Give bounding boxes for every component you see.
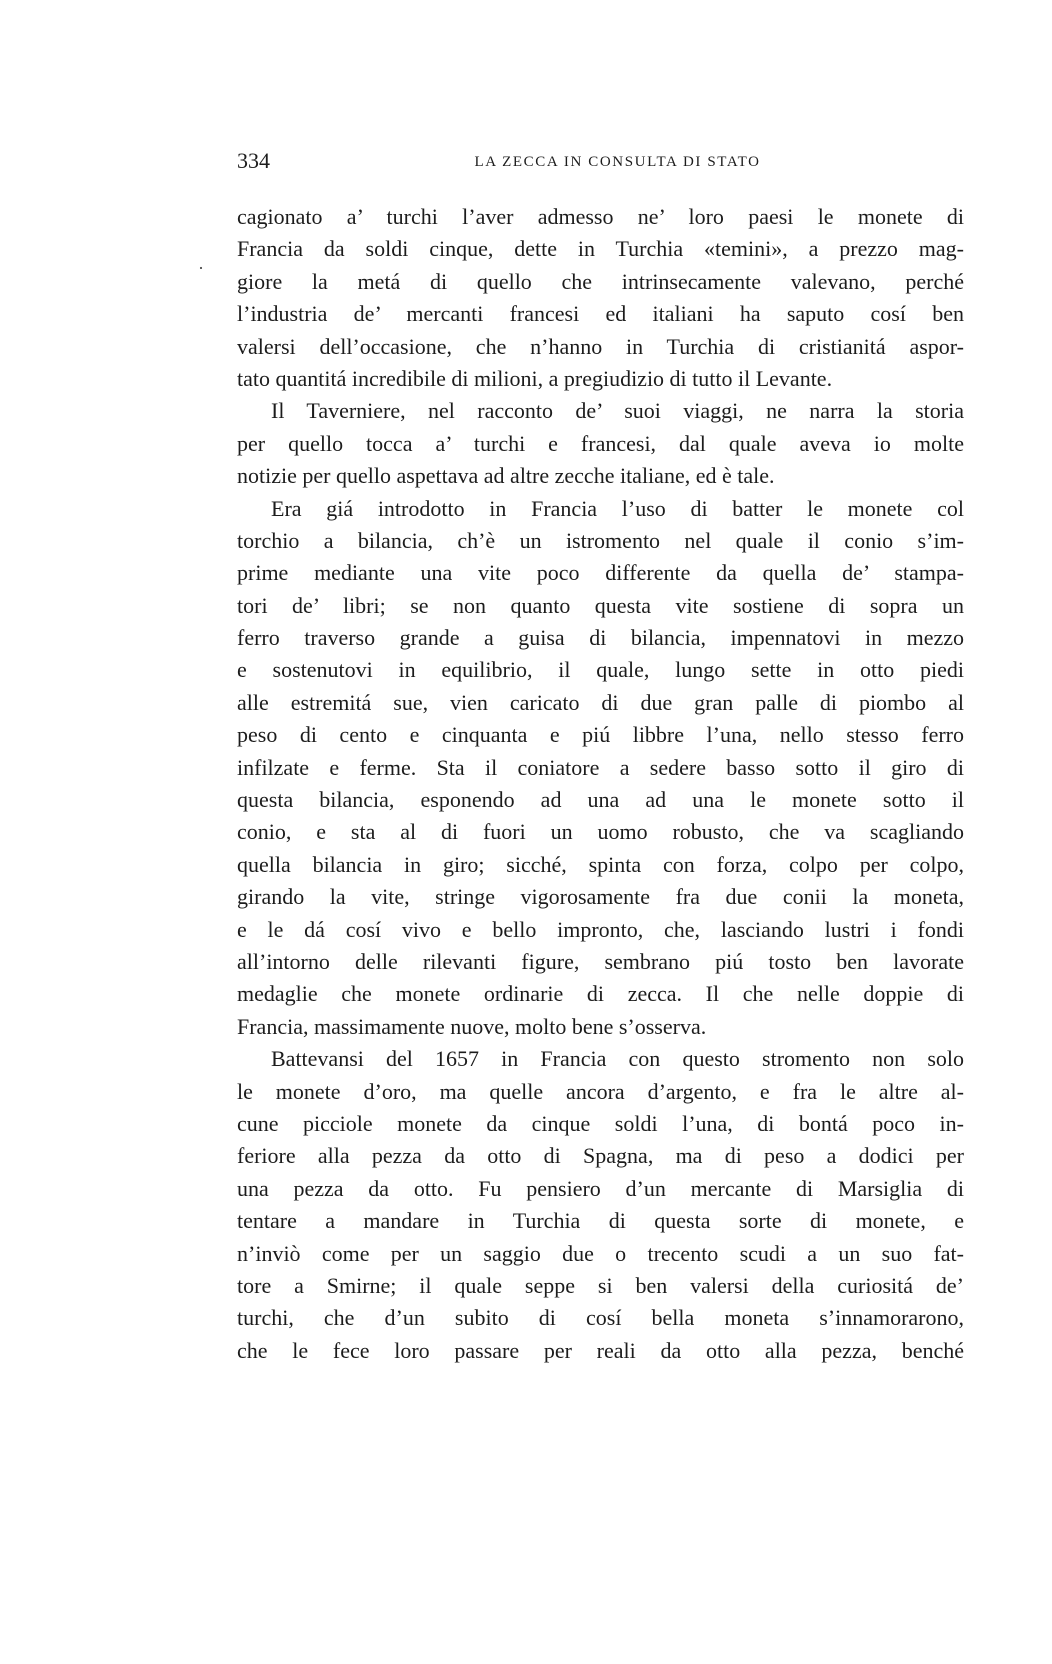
text-line: tori de’ libri; se non quanto questa vite sostiene di sopra un [237, 592, 964, 618]
text-line: peso di cento e cinquanta e piú libbre l’una, nello stesso ferro [237, 722, 964, 748]
text-line: n’inviò come per un saggio due o trecento scudi a un suo fat- [237, 1240, 964, 1266]
text-line: le monete d’oro, ma quelle ancora d’argento, e fra le altre al- [237, 1078, 964, 1104]
paragraph-start-line: Battevansi del 1657 in Francia con questo stromento non solo [271, 1046, 964, 1072]
text-line: conio, e sta al di fuori un uomo robusto, che va scagliando [237, 819, 964, 845]
text-line: tore a Smirne; il quale seppe si ben valersi della curiositá de’ [237, 1272, 964, 1298]
text-line: questa bilancia, esponendo ad una ad una le monete sotto il [237, 787, 964, 813]
text-line: quella bilancia in giro; sicché, spinta con forza, colpo per colpo, [237, 851, 964, 877]
text-line: all’intorno delle rilevanti figure, sembrano piú tosto ben lavorate [237, 948, 964, 974]
page-header [237, 146, 964, 176]
text-line: e sostenutovi in equilibrio, il quale, lungo sette in otto piedi [237, 657, 964, 683]
paragraph-start-line: Il Taverniere, nel racconto de’ suoi viaggi, ne narra la storia [271, 398, 964, 424]
page-number: 334 [237, 148, 270, 173]
paragraph-start-line: Era giá introdotto in Francia l’uso di batter le monete col [271, 495, 964, 521]
text-line: torchio a bilancia, ch’è un istromento nel quale il conio s’im- [237, 527, 964, 553]
text-line: giore la metá di quello che intrinsecamente valevano, perché [237, 268, 964, 294]
text-line: turchi, che d’un subito di cosí bella moneta s’innamorarono, [237, 1305, 964, 1331]
text-line: medaglie che monete ordinarie di zecca. Il che nelle doppie di [237, 981, 964, 1007]
text-line: che le fece loro passare per reali da otto alla pezza, benché [237, 1337, 964, 1363]
body-text [237, 201, 964, 1367]
text-line: per quello tocca a’ turchi e francesi, dal quale aveva io molte [237, 430, 964, 456]
text-line: Francia, massimamente nuove, molto bene s’osserva. [237, 1013, 707, 1039]
text-line: ferro traverso grande a guisa di bilancia, impennatovi in mezzo [237, 625, 964, 651]
text-line: girando la vite, stringe vigorosamente fra due conii la moneta, [237, 884, 964, 910]
running-title: LA ZECCA IN CONSULTA DI STATO [474, 154, 761, 170]
text-line: notizie per quello aspettava ad altre zecche italiane, ed è tale. [237, 463, 775, 489]
text-line: alle estremitá sue, vien caricato di due gran palle di piombo al [237, 689, 964, 715]
text-line: l’industria de’ mercanti francesi ed italiani ha saputo cosí ben [237, 301, 964, 327]
text-line: valersi dell’occasione, che n’hanno in Turchia di cristianitá aspor- [237, 333, 964, 359]
text-line: Francia da soldi cinque, dette in Turchia «temini», a prezzo mag- [237, 236, 964, 262]
text-line: tentare a mandare in Turchia di questa sorte di monete, e [237, 1208, 964, 1234]
text-line: cune picciole monete da cinque soldi l’una, di bontá poco in- [237, 1110, 964, 1136]
text-line: tato quantitá incredibile di milioni, a pregiudizio di tutto il Levante. [237, 365, 833, 391]
text-line: e le dá cosí vivo e bello impronto, che, lasciando lustri i fondi [237, 916, 964, 942]
text-line: infilzate e ferme. Sta il coniatore a sedere basso sotto il giro di [237, 754, 964, 780]
text-line: prime mediante una vite poco differente da quella de’ stampa- [237, 560, 964, 586]
text-line: feriore alla pezza da otto di Spagna, ma di peso a dodici per [237, 1143, 964, 1169]
text-line: cagionato a’ turchi l’aver admesso ne’ loro paesi le monete di [237, 204, 964, 229]
text-line: una pezza da otto. Fu pensiero d’un mercante di Marsiglia di [237, 1175, 964, 1201]
margin-speck: · [198, 258, 204, 278]
